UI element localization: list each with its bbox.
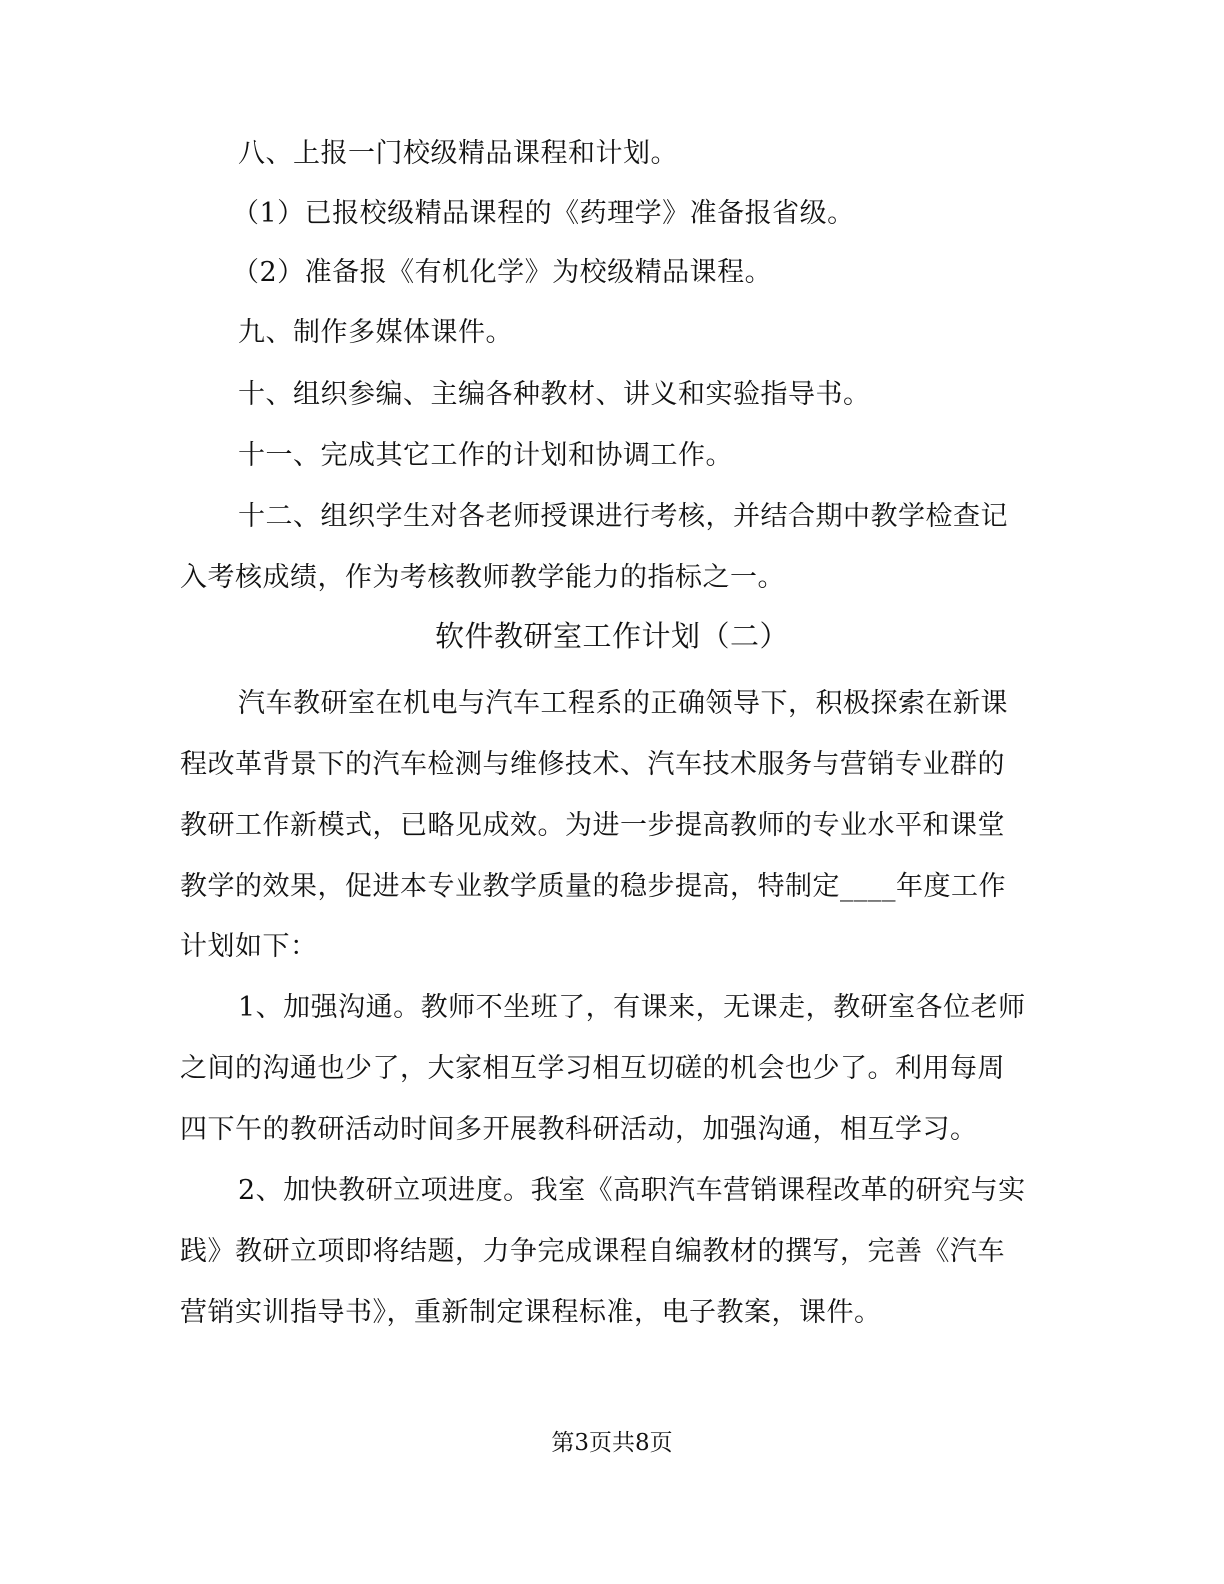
- item-11: 十一、完成其它工作的计划和协调工作。: [238, 440, 733, 471]
- point-2-line-3: 营销实训指导书》，重新制定课程标准，电子教案，课件。: [180, 1297, 882, 1328]
- point-1-line-2: 之间的沟通也少了，大家相互学习相互切磋的机会也少了。利用每周: [180, 1053, 1005, 1084]
- point-1-line-3: 四下午的教研活动时间多开展教科研活动，加强沟通，相互学习。: [180, 1114, 978, 1145]
- point-2-line-2: 践》教研立项即将结题，力争完成课程自编教材的撰写，完善《汽车: [180, 1236, 1005, 1267]
- item-9: 九、制作多媒体课件。: [238, 317, 513, 348]
- page-footer: 第3页共8页: [551, 1430, 673, 1456]
- intro-line-5: 计划如下：: [180, 931, 318, 962]
- item-12-line-1: 十二、组织学生对各老师授课进行考核，并结合期中教学检查记: [238, 501, 1008, 532]
- item-12-line-2: 入考核成绩，作为考核教师教学能力的指标之一。: [180, 562, 785, 593]
- point-2-line-1: 2、加快教研立项进度。我室《高职汽车营销课程改革的研究与实: [238, 1175, 1026, 1206]
- item-10: 十、组织参编、主编各种教材、讲义和实验指导书。: [238, 379, 871, 410]
- intro-line-1: 汽车教研室在机电与汽车工程系的正确领导下，积极探索在新课: [238, 688, 1008, 719]
- item-8: 八、上报一门校级精品课程和计划。: [238, 138, 678, 169]
- item-8-sub-2: （2）准备报《有机化学》为校级精品课程。: [232, 257, 773, 288]
- intro-line-3: 教研工作新模式，已略见成效。为进一步提高教师的专业水平和课堂: [180, 810, 1005, 841]
- intro-line-4: 教学的效果，促进本专业教学质量的稳步提高，特制定____年度工作: [180, 871, 1006, 902]
- intro-line-2: 程改革背景下的汽车检测与维修技术、汽车技术服务与营销专业群的: [180, 749, 1005, 780]
- point-1-line-1: 1、加强沟通。教师不坐班了，有课来，无课走，教研室各位老师: [238, 992, 1026, 1023]
- item-8-sub-1: （1）已报校级精品课程的《药理学》准备报省级。: [232, 198, 855, 229]
- section-title: 软件教研室工作计划（二）: [434, 619, 789, 653]
